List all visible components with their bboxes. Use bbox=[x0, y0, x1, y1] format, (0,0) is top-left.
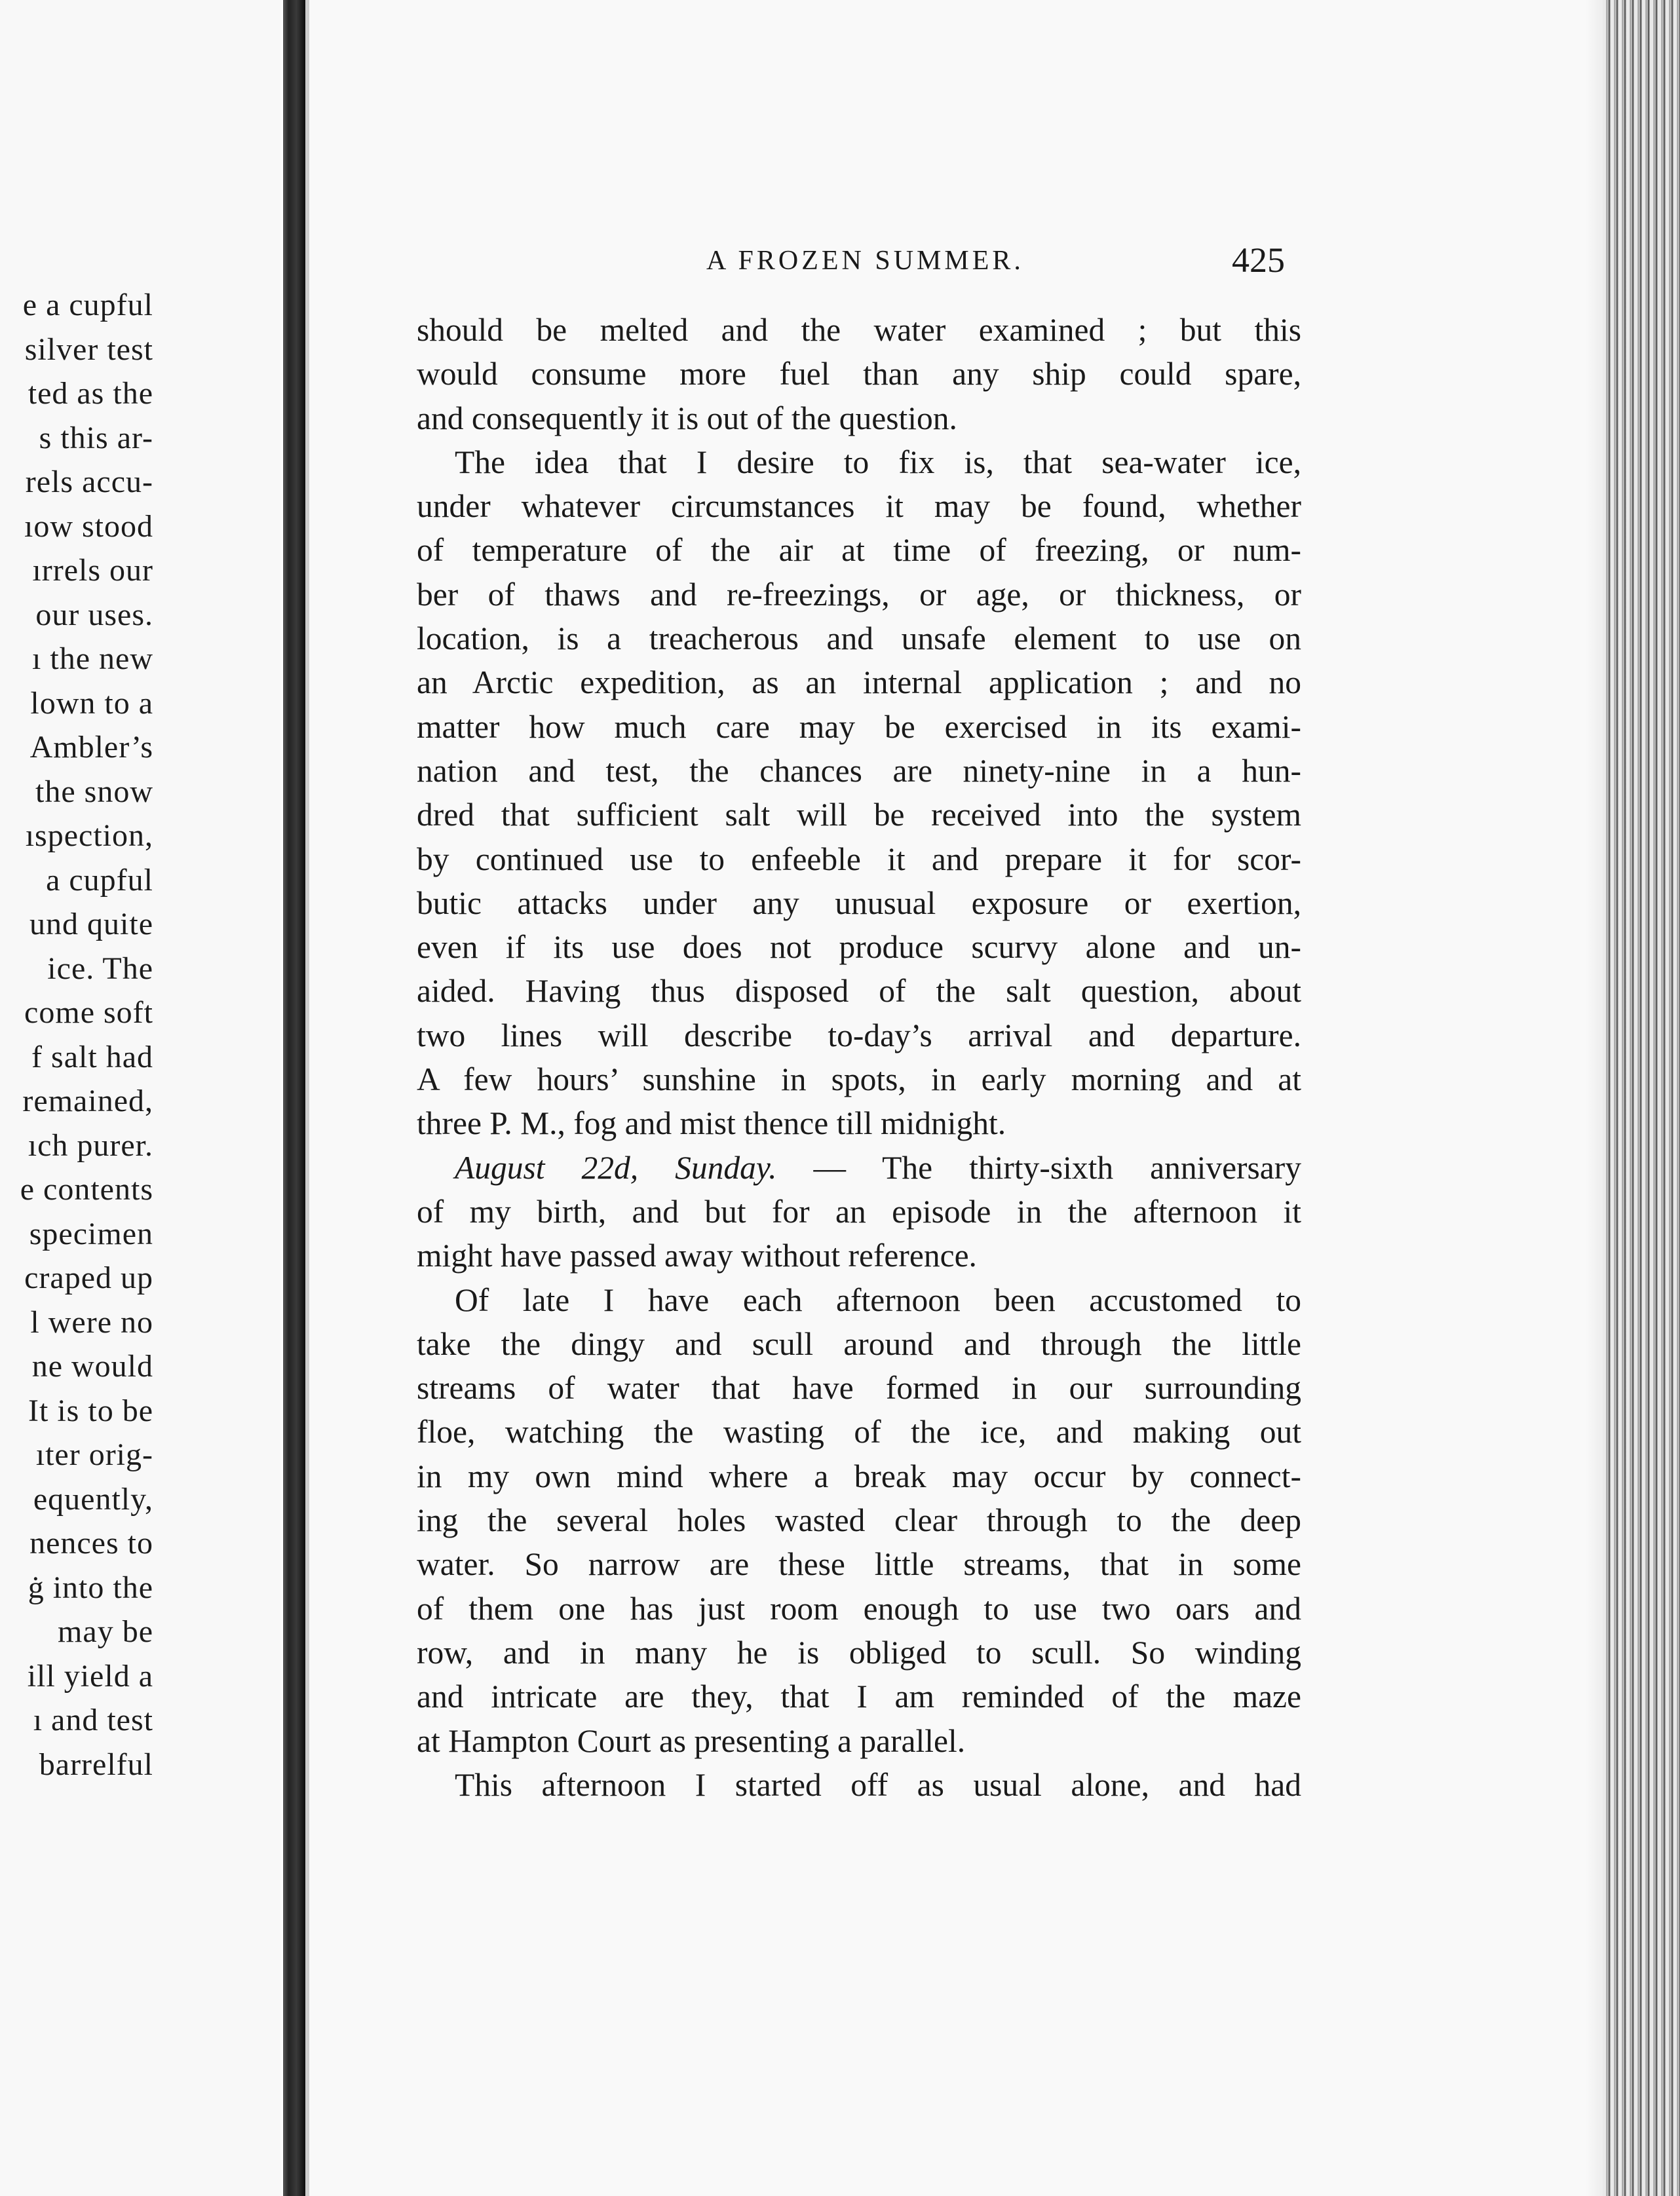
text-line: at Hampton Court as presenting a parallel. bbox=[417, 1722, 966, 1759]
book-page-edges bbox=[1603, 0, 1680, 2196]
text-line: matter how much care may be exercised in its exami- bbox=[417, 708, 1301, 745]
left-page-line: nences to bbox=[29, 1526, 153, 1561]
text-line: of temperature of the air at time of freezing, or num- bbox=[417, 532, 1301, 569]
text-line: dred that sufficient salt will be received into the system bbox=[417, 797, 1301, 833]
text-line: might have passed away without reference. bbox=[417, 1238, 977, 1274]
text-line: Of late I have each afternoon been accustomed to bbox=[455, 1281, 1301, 1318]
left-page-line: equently, bbox=[33, 1481, 153, 1517]
text-line: of them one has just room enough to use two oars and bbox=[417, 1590, 1301, 1627]
text-line: under whatever circumstances it may be found, whether bbox=[417, 488, 1301, 525]
text-line: ing the several holes wasted clear through to the deep bbox=[417, 1502, 1301, 1539]
left-page-line: e contents bbox=[20, 1172, 153, 1207]
text-line: butic attacks under any unusual exposure or exertion, bbox=[417, 884, 1301, 921]
text-line: and consequently it is out of the question. bbox=[417, 400, 957, 436]
left-page-line: s this ar- bbox=[39, 420, 153, 455]
page-number: 425 bbox=[1232, 240, 1285, 280]
text-line: floe, watching the wasting of the ice, and making out bbox=[417, 1414, 1301, 1450]
left-page-line: a cupful bbox=[46, 862, 153, 898]
left-page-line: specimen bbox=[29, 1216, 153, 1251]
left-page-line: Ambler’s bbox=[29, 730, 153, 765]
text-line: row, and in many he is obliged to scull. So winding bbox=[417, 1634, 1301, 1671]
text-line: an Arctic expedition, as an internal application ; and no bbox=[417, 664, 1301, 701]
date-heading: August 22d, Sunday. bbox=[455, 1149, 777, 1186]
text-line: and intricate are they, that I am reminded of the maze bbox=[417, 1678, 1301, 1715]
left-page-line: craped up bbox=[24, 1260, 153, 1295]
left-page-line: come soft bbox=[24, 995, 153, 1030]
left-page-line: ı and test bbox=[33, 1703, 153, 1737]
text-line: of my birth, and but for an episode in the afternoon it bbox=[417, 1193, 1301, 1230]
left-page-text bbox=[20, 283, 153, 1787]
left-page-line: It is to be bbox=[28, 1393, 153, 1428]
text-line: would consume more fuel than any ship could spare, bbox=[417, 356, 1301, 392]
left-page-line: our uses. bbox=[35, 597, 153, 632]
text-line: take the dingy and scull around and through the little bbox=[417, 1325, 1301, 1362]
left-page-line: ıow stood bbox=[24, 508, 153, 544]
book-gutter bbox=[283, 0, 305, 2196]
left-page-line: ırrels our bbox=[32, 553, 153, 588]
left-page-line: ıter orig- bbox=[35, 1437, 153, 1472]
left-page-line: ġ into the bbox=[28, 1570, 153, 1605]
text-line: location, is a treacherous and unsafe element to use on bbox=[417, 620, 1301, 657]
text-line: by continued use to enfeeble it and prepare it for scor- bbox=[417, 841, 1301, 877]
text-line: should be melted and the water examined ; but this bbox=[417, 312, 1301, 348]
left-page-line: l were no bbox=[30, 1304, 153, 1340]
left-page-line: the snow bbox=[35, 774, 153, 809]
left-page bbox=[0, 0, 282, 2196]
left-page-line: ted as the bbox=[28, 376, 153, 411]
left-page-line: f salt had bbox=[31, 1039, 153, 1074]
text-line: A few hours’ sunshine in spots, in early morning and at bbox=[417, 1061, 1301, 1098]
text-line: nation and test, the chances are ninety-nine in a hun- bbox=[417, 752, 1301, 789]
text-line: in my own mind where a break may occur by connect- bbox=[417, 1458, 1301, 1494]
text-line: This afternoon I started off as usual alone, and had bbox=[455, 1766, 1301, 1803]
text-line: The idea that I desire to fix is, that sea-water ice, bbox=[455, 444, 1301, 480]
left-page-line: ne would bbox=[31, 1349, 153, 1384]
date-entry-text: — The thirty-sixth anniversary bbox=[776, 1149, 1301, 1186]
left-page-line: ill yield a bbox=[27, 1658, 153, 1694]
left-page-line: ıspection, bbox=[25, 818, 153, 853]
text-line: even if its use does not produce scurvy alone and un- bbox=[417, 929, 1301, 966]
left-page-line: lown to a bbox=[30, 685, 153, 721]
left-page-line: und quite bbox=[29, 907, 153, 941]
left-page-line: ice. The bbox=[47, 951, 153, 986]
body-text bbox=[417, 308, 1301, 1807]
left-page-line: barrelful bbox=[39, 1747, 153, 1782]
left-page-line: may be bbox=[58, 1614, 153, 1649]
text-line: two lines will describe to-day’s arrival and departure. bbox=[417, 1017, 1301, 1053]
text-line: aided. Having thus disposed of the salt question, about bbox=[417, 973, 1301, 1010]
left-page-line: ı the new bbox=[32, 641, 153, 676]
text-line: three P. M., fog and mist thence till midnight. bbox=[417, 1105, 1006, 1142]
text-line: ber of thaws and re-freezings, or age, or thickness, or bbox=[417, 576, 1301, 613]
running-head: A FROZEN SUMMER. bbox=[706, 246, 1024, 276]
text-line: streams of water that have formed in our surrounding bbox=[417, 1370, 1301, 1407]
left-page-line: ıch purer. bbox=[28, 1127, 153, 1163]
left-page-line: e a cupful bbox=[22, 288, 153, 322]
text-line: water. So narrow are these little streams, that in some bbox=[417, 1546, 1301, 1583]
left-page-line: silver test bbox=[24, 331, 153, 367]
date-entry-line bbox=[417, 1146, 1301, 1190]
left-page-line: rels accu- bbox=[25, 464, 153, 499]
left-page-line: remained, bbox=[22, 1084, 153, 1118]
